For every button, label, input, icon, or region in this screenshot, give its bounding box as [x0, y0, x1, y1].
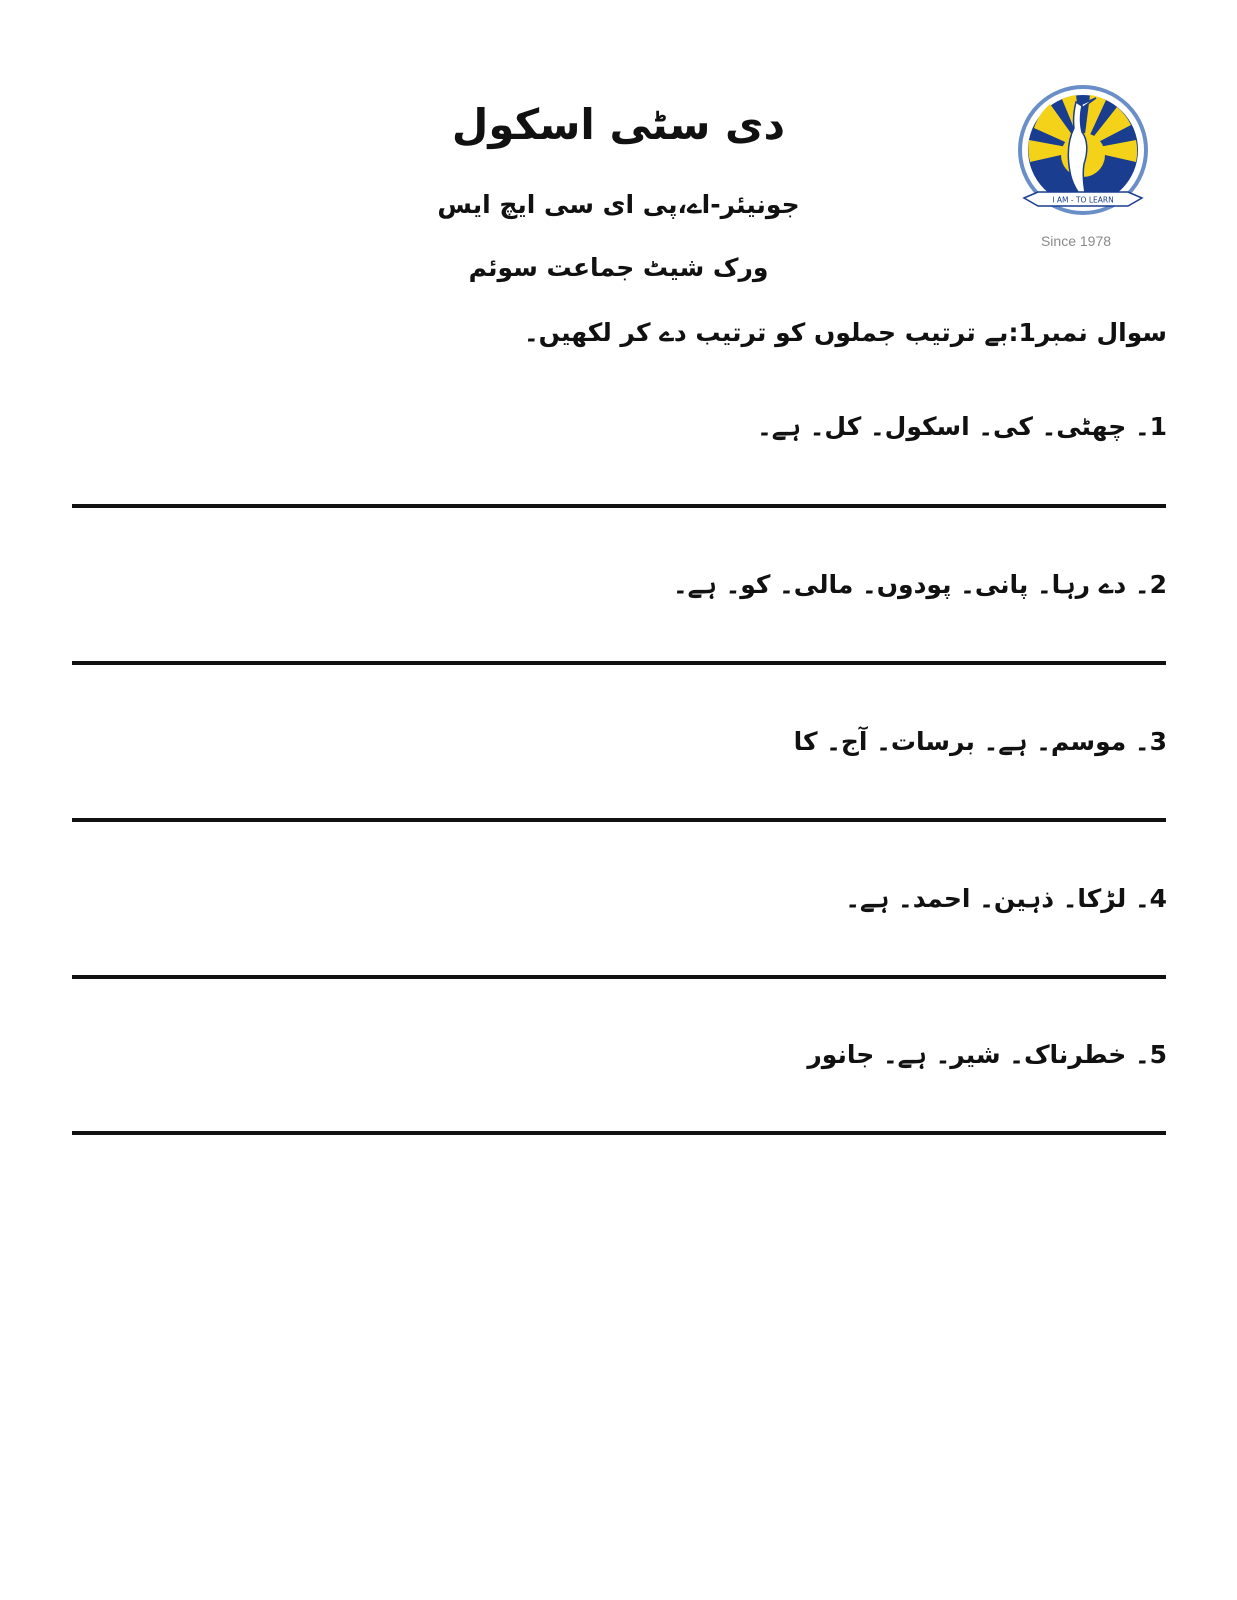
school-logo	[1016, 80, 1166, 260]
question-instruction: سوال نمبر1:بے ترتیب جملوں کو ترتیب دے کر لکھیں۔	[523, 318, 1167, 347]
answer-line-4[interactable]	[72, 975, 1166, 979]
question-4: 4۔ لڑکا۔ ذہین۔ احمد۔ ہے۔	[845, 884, 1167, 913]
answer-line-2[interactable]	[72, 661, 1166, 665]
logo-ribbon-text: I AM - TO LEARN	[1052, 195, 1114, 205]
question-5: 5۔ خطرناک۔ شیر۔ ہے۔ جانور	[807, 1040, 1167, 1069]
question-3: 3۔ موسم۔ ہے۔ برسات۔ آج۔ کا	[793, 727, 1167, 756]
branch-name: جونیئر-اے،پی ای سی ایچ ایس	[437, 190, 800, 219]
answer-line-3[interactable]	[72, 818, 1166, 822]
answer-line-1[interactable]	[72, 504, 1166, 508]
answer-line-5[interactable]	[72, 1131, 1166, 1135]
question-1: 1۔ چھٹی۔ کی۔ اسکول۔ کل۔ ہے۔	[757, 412, 1167, 441]
question-2: 2۔ دے رہا۔ پانی۔ پودوں۔ مالی۔ کو۔ ہے۔	[672, 570, 1167, 599]
worksheet-title: ورک شیٹ جماعت سوئم	[468, 253, 769, 282]
logo-since-text: Since 1978	[1040, 233, 1112, 249]
school-name: دی سٹی اسکول	[451, 100, 786, 149]
logo-ribbon	[1024, 192, 1142, 206]
